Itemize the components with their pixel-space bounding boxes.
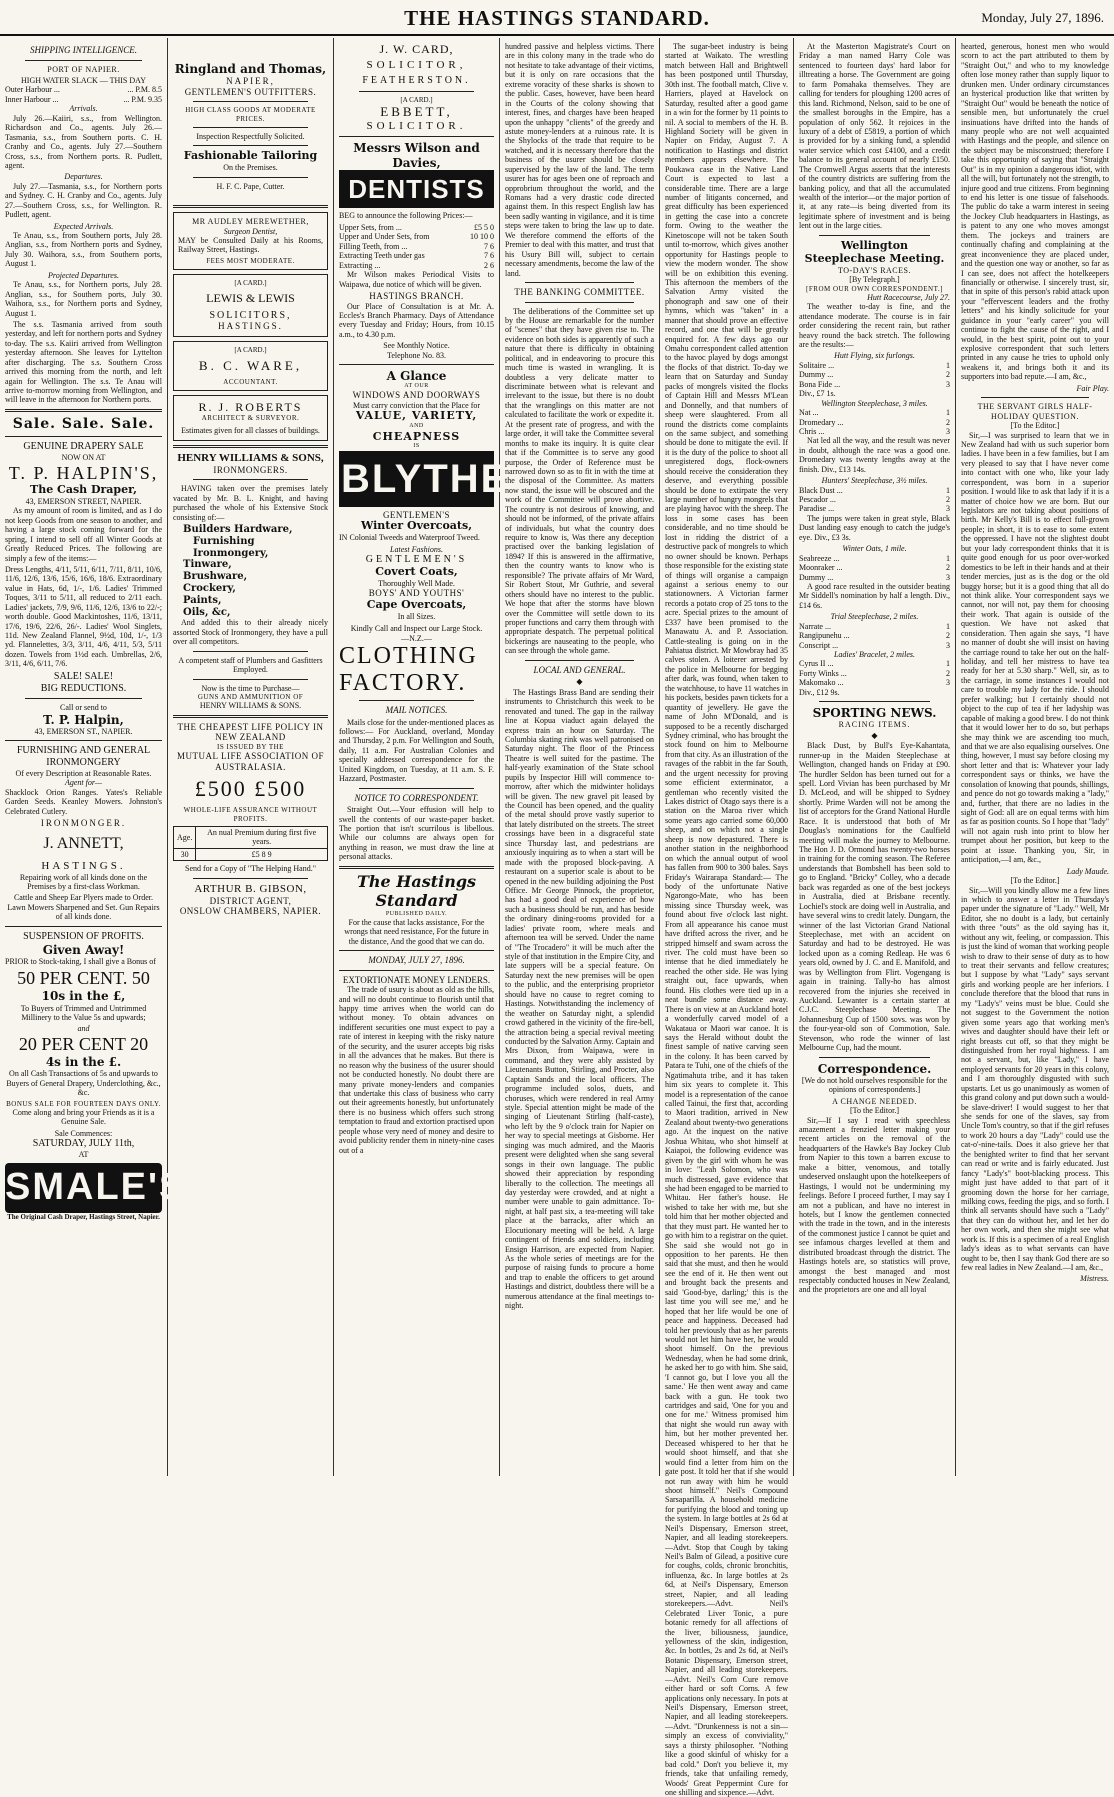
column-7 bbox=[956, 38, 1114, 1476]
ebbett-solicitor: SOLICITOR. bbox=[366, 119, 467, 132]
race-result: Narrate ... 1 bbox=[799, 621, 950, 631]
race-heading: Trial Steeplechase, 2 miles. bbox=[830, 612, 919, 622]
commences: Sale Commences: bbox=[54, 1128, 113, 1138]
ware-title: ACCOUNTANT. bbox=[223, 377, 278, 386]
mutual-life: MUTUAL LIFE ASSOCIATION OF AUSTRALASIA. bbox=[177, 751, 324, 772]
come-along: Come along and bring your Friends as it is a Genuine Sale. bbox=[12, 1107, 155, 1127]
audley-text: MAY be Consulted Daily at his Rooms, Railway Street, Hastings. bbox=[178, 236, 323, 255]
boys-youths: BOYS' AND YOUTHS' bbox=[368, 588, 465, 599]
lewis-solicitors: SOLICITORS, bbox=[209, 309, 292, 321]
goods-item: Crockery, bbox=[183, 582, 236, 594]
halpin-name-2: T. P. Halpin, bbox=[43, 712, 124, 727]
servant-heading: THE SERVANT GIRLS HALF-HOLIDAY QUESTION. bbox=[977, 402, 1093, 421]
race-result: Black Dust ... 1 bbox=[799, 485, 950, 495]
henry-name-2: HENRY WILLIAMS & SONS. bbox=[199, 701, 302, 711]
extortion-text: The trade of usury is about as old as the hills, and will no doubt continue to flourish until that happy time arrives when the world can do without money. To obtain advances on indifferent securities one must expect to pay a rate of interest in keeping with the risky nature of the security, and the usurer accepts big risks in all the advances that he makes. But there is no reason why the business of the usurer should not be conducted honestly. No doubt there are many private money-lenders and companies that undertake this class of business who carry out their agreements honestly, but unfortunately there is no business which offers such strong temptation to fraud and extortion practised upon people whose very need of money and desire to avoid publicity render them in ninety-nine cases out of a bbox=[339, 985, 494, 1155]
audley-fees: FEES MOST MODERATE. bbox=[206, 256, 295, 265]
ware-card bbox=[173, 341, 328, 391]
suspension-heading: SUSPENSION OF PROFITS. bbox=[23, 930, 144, 942]
goods-item: Paints, bbox=[183, 594, 222, 606]
smales-logo: SMALE'S bbox=[5, 1163, 162, 1213]
beg-text: BEG to announce the following Prices:— bbox=[339, 211, 473, 221]
district-agent: DISTRICT AGENT, bbox=[209, 895, 292, 906]
ten-in-pound: 10s in the £, bbox=[41, 989, 126, 1004]
guns-ammo: GUNS AND AMMUNITION OF bbox=[197, 692, 304, 701]
table-header: Age. bbox=[174, 826, 196, 848]
henry-text: HAVING taken over the premises lately vacated by Mr. B. L. Knight, and having purchased the whole of his Extensive Stock consisting of:— bbox=[173, 484, 328, 522]
price-row: Upper Sets, from ... £5 5 0 bbox=[339, 222, 494, 232]
race-result: Paradise ... 3 bbox=[799, 504, 950, 514]
mistress-letter: Sir,—Will you kindly allow me a few lines in which to answer a letter in Thursday's paper under the signature of "Lady." Well, Mr Editor, she no doubt is a lady, but certainly with three "outs" as the old saying has it, without any wit, feeling, or compassion. This is just the kind of woman that working people wish to draw to their sense of duty as to how to treat their servants and fellow creatures; but I suppose by what "Lady" says servant girls and working people are her inferiors. I conclude therefore that the blood that runs in my "Lady's" veins must be blue. Could she not suggest to the Government the notion given some years ago that working men's wives and daughter should have their left or right breasts cut off, so that they might be distinguished from her royal highness. I am not a servant, but, like "Lady," I have employed servants for 20 years in this colony, and I am thoroughly disgusted with such upstarts. Let us go unanimously as women of this grand colony and put down such a would-be slave-driver! I would suggest to her that she sends for one of the slaves, say from Uncle Tom's country, so that if the girl refuses to work 20 hours a day "Lady" could use the cat-o'-nine-tails. Does it also grieve her that the benighted writer to find that her servant can read or write and is fairly educated. Just fancy "Lady's" boot-blacking process. This might just have added to that part of it grooming down the horse for her carriage, milking cows, feeding the pigs, and so forth. I think all servants should have such a "Lady" that they can do without her, and let her do her own work, and then she might see what work is. If this is a specimen of a real English lady's ideas as to what servants can have ought to be, then I say thank God there are so few real ladies in New Zealand.—I am, &c., bbox=[961, 885, 1109, 1272]
onslow-chambers: ONSLOW CHAMBERS, NAPIER. bbox=[179, 906, 322, 917]
race-heading: Winter Oats, 1 mile. bbox=[842, 544, 907, 554]
price-row: Extracting ... 2 6 bbox=[339, 260, 494, 270]
genuine-sale: GENUINE DRAPERY SALE bbox=[23, 441, 144, 453]
monthly-notice: See Monthly Notice. bbox=[383, 341, 450, 351]
todays-races: TO-DAY'S RACES. bbox=[838, 265, 911, 275]
agent-for: Agent for— bbox=[64, 778, 103, 788]
race-result: Nat ... 1 bbox=[799, 408, 950, 418]
henry-plumbers: A competent staff of Plumbers and Gasfitters Employed. bbox=[178, 655, 323, 675]
local-heading: LOCAL AND GENERAL. bbox=[533, 664, 626, 675]
thoroughly: Thoroughly Well Made. bbox=[378, 578, 455, 588]
race-report: A good race resulted in the outsider beating Mr Siddell's nomination by half a length. Div., £14 6s. bbox=[799, 581, 950, 610]
issue-date: Monday, July 27, 1896. bbox=[981, 10, 1104, 25]
telephone: Telephone No. 83. bbox=[387, 350, 446, 360]
henry-ironmongers: IRONMONGERS. bbox=[213, 464, 288, 475]
annett-name: J. ANNETT, bbox=[43, 834, 124, 852]
call-send: Call or send to bbox=[60, 703, 107, 713]
kindly-call: Kindly Call and Inspect our Large Stock. bbox=[350, 624, 483, 634]
masthead bbox=[0, 0, 1114, 36]
nz-label: —N.Z.— bbox=[401, 633, 432, 643]
covert-coats: Covert Coats, bbox=[375, 564, 458, 578]
race-result: Seabreeze ... 1 bbox=[799, 553, 950, 563]
not-responsible: [We do not hold ourselves responsible for the opinions of correspondents.] bbox=[801, 1075, 948, 1095]
column-5 bbox=[660, 38, 794, 1797]
clothing-factory: CLOTHING FACTORY. bbox=[339, 643, 478, 696]
consultation: Our Place of Consultation is at Mr. A. Eccles's Branch Pharmacy. Days of Attendance every Tuesday and Friday; Hours, from 10.15 a.m., to 4.30 p.m. bbox=[339, 301, 494, 339]
ware-name: B. C. WARE, bbox=[198, 358, 303, 374]
port-heading: PORT OF NAPIER. bbox=[47, 64, 120, 74]
four-text: On all Cash Transactions of 5s and upwards to Buyers of General Drapery, Underclothing, &c., &c. bbox=[6, 1069, 161, 1098]
ten-text: To Buyers of Trimmed and Untrimmed Millinery to the Value 5s and upwards; bbox=[20, 1003, 147, 1023]
lewis-hastings: HASTINGS. bbox=[218, 321, 283, 332]
cape-overcoats: Cape Overcoats, bbox=[366, 597, 467, 611]
conviction: Must carry conviction that the Place for bbox=[352, 401, 481, 411]
table-header: An nual Premium during first five years. bbox=[196, 826, 328, 848]
table-cell: £5 8 9 bbox=[196, 848, 328, 860]
column-2 bbox=[168, 38, 334, 1476]
race-result: Forty Winks ... 2 bbox=[799, 668, 950, 678]
wilson-davies: Messrs Wilson and Davies, bbox=[353, 141, 480, 170]
banking-text: The deliberations of the Committee set up by the House are remarkable for the number of "scenes" that they have given rise to. The evidence on both sides is apparently of such a nature that there is difficulty in obtaining political, and in endeavoring to procure this much time is wasted in wrangling. It is doubtless a very delicate matter to discriminate between what is relevant and irrelevant to the issue, but there is no doubt that the wranglings on this matter are not calculated to facilitate the work or expedite it. At the present rate of progress, and with the large order, it will take the Committee several months to make its inquiry. It is quite clear that if the Committee is to serve any good purpose, the Order of Reference must be narrowed down so as to fit in with the time at the disposal of the Committee. As matters now stand, the issue will be obscured and the work of the Committee will prove abortive. The country is not desirous of knowing, and should not be informed, of the private affairs of individuals, but what the country does require to know is, Was there any deception practised over the banking legislation of 1894? If this is answered in the affirmative, then the country wants to know who is responsible? The private affairs of Mr Ward, Sir Robert Stout, Mr Guthrie, and several others should have no interest to the public. We hope that after the storms have blown over the Committee will settle down to its proper functions and carry them through with appropriate despatch. The perpetual political bickerings are nauseating to the people, who can see through the whole game. bbox=[505, 306, 654, 656]
premium-table bbox=[173, 826, 328, 861]
race-result: Dummy ... 3 bbox=[799, 572, 950, 582]
goods-item: Furnishing Ironmongery, bbox=[193, 535, 269, 559]
dentists-banner: DENTISTS bbox=[339, 170, 494, 209]
cattle-plyers: Cattle and Sheep Ear Plyers made to Order. Lawn Mowers Sharpened and Set. Gun Repairs of all kinds done. bbox=[7, 893, 160, 922]
four-in-pound: 4s in the £. bbox=[45, 1055, 122, 1070]
gentlemens-2: GENTLEMEN'S bbox=[365, 554, 468, 566]
motto: For the cause that lacks assistance, For the wrongs that need resistance, For the future in the distance, And the good that we can do. bbox=[344, 917, 489, 946]
race-result: Dummy ... 2 bbox=[799, 370, 950, 380]
local-text: The Hastings Brass Band are sending their instruments to Christchurch this week to be renovated and tuned. The gap in the railway line at Kopua viaduct again delayed the express train an hour on Saturday. The Columbia skating rink was well patronised on Saturday night. The floor of the Princess Theatre is well suited for the pastime. The half-yearly examination of the State school pupils by Inspector Hill will commence to-morrow, after which the midwinter holidays will be given. The new gravel pit leased by the Council has been opened, and the quality of the metal should prove vastly superior to that lately distributed on the streets. The street crossings have been in a disgraceful state since Thursday last, and pedestrians are anxiously inquiring as to when a start will be made with the proposed block-paving. A restaurant on a superior scale is about to be opened in the new building adjoining the Post Office. Mr George Pinnock, the proprietor, has had a good deal of experience of how such a business should be run, and has beside the ordinary dining-rooms provided for a ladies' private room, where meals and afternoon tea will be served. Under the name of "The Trocadero" it will be much after the style of that institution in the Empire City, and late suppers will be a special feature. On Saturday next the new premises will be open to the public, and the enterprising proprietor should have no cause to regret coming to Hastings. Notwithstanding the inclemency of the weather on Saturday night, a splendid crowd gathered in the vicinity of the fire-bell, the attraction being a special revival meeting conducted by the Salvation Army. Captain and Mrs Dixon, from Waipawa, were in command, and they were ably assisted by Lieutenants Button, Stirling, and Procter, also Captain Sands and the local officers. The programme included solos, duets, and choruses, which were rendered in real Army style. Special attention might be made of the singing of Lieutenant Stirling (half-caste), who left by the 9 o'clock train for Napier on her way to special meetings at Gisborne. Her singing was much admired, and the Maoris present were delighted when she sang several songs in their own language. The public showed their appreciation by responding liberally to the collection. The meetings all day yesterday were crowded, and at night a number were unable to gain admittance. To-night, at half past six, a tea-meeting will take place at the barracks, after which an Elocutionary meeting will be held. A large contingent of friends and soldiers, including Ensign Harrison, are expected from Napier. As the whole series of meetings are for the purpose of raising funds to procure a home and trap to enable the officers to get around Hastings and district, doubtless there will be a numerous attendance at the final meetings to-night. bbox=[505, 687, 655, 1311]
bonus-sale: BONUS SALE FOR FOURTEEN DAYS ONLY. bbox=[6, 1099, 161, 1108]
by-telegraph: [By Telegraph.] bbox=[849, 275, 900, 285]
race-report: Nat led all the way, and the result was never in doubt, although the race was a good one. Dromedary was twenty lengths away at the finish. Div., £13 14s. bbox=[799, 436, 950, 474]
fifty-percent: 50 PER CENT. 50 bbox=[17, 968, 150, 989]
date-line: MONDAY, JULY 27, 1896. bbox=[368, 954, 465, 965]
goods-item: Brushware, bbox=[183, 571, 248, 583]
at-our: AT OUR bbox=[404, 383, 429, 390]
price-row: Filling Teeth, from ... 7 6 bbox=[339, 241, 494, 251]
blythes-banner: BLYTHES bbox=[339, 451, 494, 507]
race-result: Bona Fide ... 3 bbox=[799, 379, 950, 389]
arrivals-text: July 26.—Kaiiri, s.s., from Wellington. Richardson and Co., agents. July 26.—Tasmania, s.s., from Southern ports. C. H. Cranby and Co., agents. July 27.—Southern Cross, s.s., from Northern ports. R. Pudlett, agent. bbox=[5, 113, 162, 170]
price-row: Upper and Under Sets, from 10 10 0 bbox=[339, 232, 494, 242]
standard-logo: The Hastings Standard bbox=[356, 871, 477, 910]
race-result: Solitaire ... 1 bbox=[799, 360, 950, 370]
glance: A Glance bbox=[386, 369, 447, 384]
halpin-address: 43, EMERSON STREET, NAPIER. bbox=[25, 496, 142, 506]
value-variety: VALUE, VARIETY, bbox=[355, 409, 478, 423]
shipping-heading: SHIPPING INTELLIGENCE. bbox=[29, 45, 137, 55]
lewis-card bbox=[173, 274, 328, 337]
ringland-name: Ringland and Thomas, bbox=[174, 62, 327, 76]
roberts-title: ARCHITECT & SURVEYOR. bbox=[201, 413, 300, 422]
audley-title: Surgeon Dentist, bbox=[223, 226, 278, 236]
signature: Lady Maude. bbox=[1066, 866, 1109, 876]
lewis-name: LEWIS & LEWIS bbox=[206, 291, 295, 306]
ironmonger-label: IRONMONGER. bbox=[40, 818, 127, 829]
notice-text: Straight Out.—Your effusion will help to swell the contents of our waste-paper basket. The portion that isn't scurrilous is libellous. While our columns are always open for anything in reason, we must draw the line at personal attacks. bbox=[339, 805, 494, 862]
repairing: Repairing work of all kinds done on the Premises by a first-class Workman. bbox=[19, 872, 148, 892]
tide-row: Inner Harbour ... ... P.M. 9.35 bbox=[5, 94, 162, 104]
mail-text: Mails close for the under-mentioned places as follows:— For Auckland, overland, Monday and Thursday, 2 p.m. For Wellington and South, daily, 11 a.m. For Australian Colonies and specially addressed correspondence for the United Kingdom, on Tuesday, at 11 a.m. S. F. Hazzard, Postmaster. bbox=[339, 717, 494, 784]
letter-text-cont: hearted, generous, honest men who would scorn to act the part attributed to them by "Straight Out," and who to my knowledge often lose money rather than supply liquor to drunken men. Under ordinary circumstances an hysterical production like that written by "Straight Out" would be beneath the notice of sensible men, but unfortunately the cruel insinuations have drifted into the hands of many people who are not well acquainted with Hastings and the people, and silence on the subject may be misconstrued; therefore I take this opportunity of saying that "Straight Out" is in my opinion a dangerous idiot, with all the will, but fortunately not the strength, to injure good and true citizens. From beginning to end his letter is one tissue of falsehoods. The public do take a warm interest in seeing the Jockey Club headquarters in Hastings, as is patent to any one who moves amongst them. The jockeys and trainers are continually chafing and complaining at the great inconvenience they are placed under, and the question one way or another, so far as I can see, does not affect the hotelkeepers financially or otherwise. I sincerely trust, sir, that in spite of this person's rabid attack upon your "effervescent leaders and the frothy letters" and his kindly solicitude for your guidance in your "early career" you will continue to fight the cause of the right, and I would, in the best spirit, point out to your explosive correspondent that such letters printed in any cause he tries to uphold only weakens it, and brings both it and its supporters into bad repute.—I am, &c., bbox=[961, 42, 1109, 382]
card-name: J. W. CARD, bbox=[379, 42, 454, 56]
agencies: Shacklock Orion Ranges. Yates's Reliable Garden Seeds. Keanley Mowers. Johnston's Celebrated Cutlery. bbox=[5, 787, 162, 816]
all-sizes: In all Sizes. bbox=[397, 611, 436, 621]
race-result: Makomako ... 3 bbox=[799, 678, 950, 688]
column-3 bbox=[334, 38, 539, 1476]
signature: Fair Play. bbox=[1076, 383, 1109, 393]
inspection: Inspection Respectfully Solicited. bbox=[196, 131, 305, 141]
latest-fashions: Latest Fashions. bbox=[390, 544, 443, 554]
henry-name: HENRY WILLIAMS & SONS, bbox=[177, 451, 324, 464]
projected-heading: Projected Departures. bbox=[48, 270, 119, 280]
wilson-text: Mr Wilson makes Periodical Visits to Waipawa, due notice of which will be given. bbox=[339, 270, 494, 289]
news-items: At the Masterton Magistrate's Court on Friday a man named Harry Cole was sentenced to fourteen days' hard labor for illtreating a horse. The Government are going to farm Pomahaka themselves. They are calling for tenders for ploughing 1200 acres of this land. Richmond, Nelson, said to be one of the smallest boroughs in the Empire, has a population of only 562. It rejoices in the luxury of a debt of £5819, a portion of which is provided for by a sinking fund, a splendid water service which cost £4100, and a credit balance to its general account of nearly £150. The Cromwell Argus asserts that the interests of the country districts are suffering from the banking policy, and that all the accumulated wealth of the interior—or the major portion of it, at any rate—is being diverted from its legitimate sphere of investment and is being lent out in the large cities. bbox=[799, 42, 950, 231]
race-result: Conscript ... 3 bbox=[799, 640, 950, 650]
race-dividend: Div., £12 9s. bbox=[799, 687, 840, 697]
shipping-notes: The s.s. Tasmania arrived from south yesterday, and left for northern ports and Sydney to-day. The s.s. Kaiiri arrived from Wellington yesterday afternoon. She leaves for Lyttelton after discharging. The s.s. Southern Cross arrived this morning from the north, and left again for Wellington. The s.s. Te Anau will arrive to-morrow morning from Wellington, and will leave in the afternoon for Northern ports. bbox=[5, 319, 162, 405]
sporting-heading: SPORTING NEWS. bbox=[812, 706, 937, 721]
sale-banner: Sale. Sale. Sale. bbox=[12, 415, 155, 432]
published-daily: PUBLISHED DAILY. bbox=[385, 910, 448, 917]
steeplechase-heading: Wellington Steeplechase Meeting. bbox=[804, 238, 945, 265]
saturday: SATURDAY, JULY 11th, bbox=[32, 1138, 135, 1150]
colonial-tweeds: IN Colonial Tweeds and Waterproof Tweed. bbox=[339, 533, 480, 543]
high-class: HIGH CLASS GOODS AT MODERATE PRICES. bbox=[185, 106, 316, 123]
featherston: FEATHERSTON. bbox=[362, 75, 471, 87]
local-text-cont: The sugar-beet industry is being started at Waikato. The wrestling match between Hall and Brightwell has been postponed until Thursday, 30th inst. The football match, Clive v. Harriers, played at Havelock on Saturday, resulted after a good game in a win for the former by 11 points to nil. A social to members of the H. B. Highland Society will be given in Napier on Friday, August 7. A notification to Hastings and district members appears elsewhere. The Poukawa case in the Native Land Court is expected to last a considerable time. There are a large number of litigants concerned, and great difficulty has been experienced in getting the case into a concrete form. Owing to the weather the Kinetoscope will not be taken South until to-morrow, which gives another opportunity for Hastings people to view the modern wonder. The show will be on exhibition this evening. This afternoon the members of the Salvation Army visited the phonograph and saw one of their hymns, which was "taken" in a manner that should prove an effective record, and one that will be greatly enquired for. A few days ago our Omahu correspondent called attention to the havoc played by dogs amongst the flocks of that district. To-day we learn that on Saturday and Sunday packs of mongrels visited the flocks of Captain Hill and Messrs M'Lean and Donnelly, and that numbers of sheep were slaughtered. From all round the districts come complaints on the same subject, and something should be done to mitigate the evil. If it is the duty of the police to shoot all unregistered dogs, flock-owners should receive the consideration they deserve, and everything possible should be done to extirpate the very large number of hungry mongrels that are playing havoc with the sheep. The loss in some cases has been considerable, and no time should be lost in ridding the district of a destructive pack of mongrels to which no owner should be known. Perhaps those responsible for the existing state of things will organise a campaign against a serious enemy to our stationowners. A Victorian farmer records a potato crop of 25 tons to the acre. Special prizes to the amount of £337 have been promised to the Manawatu A. and P. Association. Cattle-stealing is going on in the Pahiatua district. Mr Mowbray had 35 calves stolen. A loiterer arrested by the police in Melbourne for begging after dark, was found, when taken to the watchhouse, to have 11 watches in his pockets, besides pawn tickets for a quantity of jewellery. He gave the name of John M'Donald, and is supposed to be a recently discharged Sydney criminal, who has brought the stock found on him to Melbourne from that city. As an illustration of the ravages of the rabbit in the far South, and the urgent necessity for proving some efficient exterminator, a gentleman who recently visited the Lakes district of Otago says there is a station on the Maroa river which some years ago carried some 60,000 sheep, and on which not a single sheep is now depastured. There is another station in the neighborhood on which the annual output of wool has fallen from 900 to 300 bales. Says Friday's Wairarapa Standard:— The body of the unfortunate Native Ngarongo-Mate, who has been missing since Thursday week, was found about five o'clock last night. From all appearance his canoe must have drifted across the river, and he stripped himself and swam across the river. The cold must have been so intense that he died immediately he reached the other side. He was lying straight out, face upwards, when found. His clothes were tied up in a neat bundle some distance away. There is on view at an Auckland hotel a wonderfully carved model of a Wakataua or Maori war canoe. It is says the Herald without doubt the finest sample of native carving seen in the colony. It has been carved by Patara te Tuhi, one of the chiefs of the Ngatimahuta tribe, and it has taken him six years to complete it. This model is a representation of the canoe called Tainui, the first that, according to Maori tradition, arrived in New Zealand about twenty-two generations ago. At the inquest on the native Joshua Whitau, who shot himself at Kaiapoi, the following evidence was given by the girl with whom he was in love: "Leah Solomon, who was much distressed, gave evidence that she had been engaged to be married to Whitau. Her father's house. He wished to take her with me, but she told him that her mother objected and that they must part. He wanted her to go with him to a registrar on the quiet. She said she would not go in opposition to her parents. He then said that she must, and then he would see the end of it. He then went out and brought back the presents and said 'Good-bye, darling;' this is the last time you will see me,' and he hoped that her life would be one of peace and happiness. Deceased had told her previously that as her parents would not let him have her, he would shoot himself. On the previous Wednesday, when he had some drink, he asked her to go with him. She said, 'I cannot go, but I love you all the same.' He then went away and came back with a gun. He took two cartridges and said, 'One for you and one for me.' Witness promised him that night she would run away with him, but her mother prevented her. Deceased whispered to her that he would shoot himself, and that she would find a letter from him on the gate post. It told her that if she would not run away with him he would shoot himself." Neil's Compound Sarsaparilla. A household medicine for purifying the blood and toning up the system. In large bottles at 2s 6d at Neil's Dispensary, Emerson street, Napier, and all leading storekeepers.—Advt. Stop that Cough by taking Neil's Balm of Gilead, a positive cure for coughs, colds, chronic bronchitis, influenza, &c. In large bottles at 2s 6d, at Neil's Dispensary, Emerson street, Napier, and all leading storekeepers.—Advt. Neil's Celebrated Liver Tonic, a pure botanic remedy for all affections of the liver, biliousness, jaundice, yellowness of the skin, indigestion, &c. In bottles, 2s and 2s 6d, at Neil's Botanic Dispensary, Emerson street, Napier, and all leading storekeepers.—Advt. Neil's Corn Cure remove either hard or soft Corns. A few applications only necessary. In pots at Neil's Dispensary, Emerson street, Napier, and all leading storekeepers.—Advt. "Drunkenness is not a sin—simply an excess of conviviality," says a thirsty philosopher. "Nothing like a good skinful of whisky for a bad cold." Don't you believe it, my friends, take that unfailing remedy, Woods' Great Peppermint Cure for one shilling and sixpence.—Advt. bbox=[665, 42, 788, 1797]
servant-letter: Sir,—I was surprised to learn that we in New Zealand had with us such superior born ladies. I have been in a few families, but I am very pleased to say that I have never come into contact with one who, like your lady correspondent, was born in a superior position. I would like to ask that lady if it is a matter of choice how we are born. But our legislators are not taking about positions of birth. Mr Kelly's Bill is to effect full-grown people; in short, it is to ease to some extent the oppressed. I have not the slightest doubt but your lady correspondent thinks that it is quite good enough for us poor over-worked domestics to be left in their hands and at their tender mercies, just as is the dog or the old buggy horse; but it is a good thing that all do not think alike. Your correspondent says we cannot, nor will not, pay them for choosing their work. That again is outside of the question. We have not asked that consideration. Then again she says, "I have no manner of doubt she will insist on having the carriage round to take her out on the half-holiday, and tell her mistress to have tea ready for her at 5.30 sharp." Well, sir, as to the carriage, in some instances I would not care to trouble my lady for the ride. I should prefer walking; but I certainly should not object to the cup of tea if her ladyship was capable of making a good brew. I do not think that it would lower her to do so, but perhaps she may think we are ascending too much, and that we are also equalising ourselves. One thing, however, I must say before closing my short letter and that is: Whatever your lady correspondent says or thinks, we have the consolation of knowing that pounds, shillings, and pence do not go towards making a "lady," and, further, that there are no ladies in the sight of God: all are on equal terms with him as far as position counts. So I hope that "lady" will not again rush into print to blow her trumpet about her position, but keep to the point at issue. Thanking you, Sir, in anticipation,—I am, &c., bbox=[961, 430, 1109, 865]
at-label: AT bbox=[78, 1149, 89, 1159]
cheapest-policy: THE CHEAPEST LIFE POLICY IN NEW ZEALAND bbox=[177, 721, 324, 743]
roberts-estimates: Estimates given for all classes of buildings. bbox=[181, 426, 320, 436]
twenty-percent: 20 PER CENT 20 bbox=[18, 1033, 149, 1054]
send-copy: Send for a Copy of "The Helping Hand." bbox=[185, 864, 316, 874]
newspaper-title: THE HASTINGS STANDARD. bbox=[404, 6, 710, 30]
to-editor: [To the Editor.] bbox=[1010, 421, 1060, 431]
price-row: Extracting Teeth under gas 7 6 bbox=[339, 251, 494, 261]
goods-item: Tinware, bbox=[183, 559, 232, 571]
pape-cutter: H. F. C. Pape, Cutter. bbox=[216, 181, 285, 191]
column-6: At the Masterton Magistrate's Court on Friday a man named Harry Cole was sentenced to fourteen days' hard labor for illtreating a horse. The Government are going to farm Pomahaka themselves. They are calling for tenders for ploughing 1200 acres of this land. Richmond, Nelson, said to be one of the smallest boroughs in the Empire, has a population of only 562. It rejoices in the luxury of a debt of £5819, a portion of which is provided for by a sinking fund, a splendid water service which cost £4100, and a credit balance to its general account of nearly £150. The Cromwell Argus asserts that the interests of the country districts are suffering from the banking policy, and that all the accumulated wealth of the interior—or the major portion of it, at any rate—is being diverted from its legitimate sphere of investment and is being lent out in the large cities. Wellington Steeplechase Meeting. TO-DAY'S RACES. [By Telegraph.] [FROM OUR OWN CORRESPONDENT.] Hutt Racecourse, July 27. The weather to-day is fine, and the attendance moderate. The course is in fair order considering the recent rain, but rather heavy round the back stretch. The following are the results:— Hutt Flying, six furlongs. Solitaire ... 1 Dummy ... 2 Bona Fide ... 3 Div., £7 1s. Wellington Steeplechase, 3 miles. Nat ... 1 Dromedary ... 2 Chris ... 3 Nat led all the way, and the result was never in doubt, although the race was a good one. Dromedary was twenty lengths away at the finish. Div., £13 14s. Hunters' Steeplechase, 3½ miles. Black Dust ... 1 Pescador ... 2 Paradise ... 3 The jumps were taken in great style, Black Dust landing easy enough to catch the judge's eye. Div., £3 3s. Winter Oats, 1 mile. Seabreeze ... 1 Moonraker ... 2 Dummy ... 3 A good race resulted in the outsider beating Mr Siddell's nomination by half a length. Div., £14 6s. Trial Steeplechase, 2 miles. Narrate ... 1 Rangipunehu ... 2 Conscript ... 3 Ladies' Bracelet, 2 miles. Cyrus II ... 1 Forty Winks ... 2 Makomako ... 3 Div., £12 9s. SPORTING NEWS. RACING ITEMS. ◆ Black Dust, by Bull's Eye-Kahantata, runner-up in the Maiden Steeplechase at Wellington, changed hands on Friday at £90. The hurdler Seldon has been turned out for a spell. Lord Vivian has been purchased by Mr D. McLeod, and will be shipped to Sydney shortly. Prime Warden will not be among the list of acceptors for the Grand National Hurdle Race. It is understood that both of Mr Douglas's nominations for the Caulfield meeting will make the journey to Melbourne. The Hon J. D. Ormond has twenty-two horses in training for the coming season. The Referee understands that Bombshell has been sold to go to England. "Bricky" Colley, who a decade back was regarded as one of the best jockeys in Australia, died at Brisbane recently. Lochiel's stock are doing well in Australia, and have several wins to credit lately. Dungarn, the winner of the last Victorian Grand National Steeplechase, met with an accident on Saturday and had to be destroyed. He was locked upon as a coming Redleap. He was 6 years old, owned by J. C. and E. Manifold, and was by Wellington from Flirt. Vogengang is again in training. Tally-ho has almost recovered from the injuries she received in Auckland. Lewanter is a certain starter at C.J.C. Steeplechase Meeting. The Johannesburg Cup of 1500 sovs. was won by the four-year-old son of Commotion, Sale. Stevenson, who rode the winner of last Melbourne Cup, had the mount. Correspondence. [We do not hold ourselves responsible for the opinions of correspondents.] A CHANGE NEEDED. [To the Editor.] Sir,—If I say I read with speechless amazement a frenzied letter making your recent articles on the removal of the headquarters of the Hawke's Bay Jockey Club from Napier to this town a barren excuse to make a bitter, venomous, and totally undeserved onslaught upon the hotelkeepers of Hastings, I would not be undermining my feelings. Before I proceed further, I may say I am not a publican, and have no interest in hotels, but I know the gentlemen connected with the trade in the town, and in the interests of the commonest justice I cannot be quiet and see infamous charges levelled at them and distributed broadcast through the district. The Hastings hotels are, so statistics will prove, amongst the best managed and most respectably conducted houses in New Zealand, and the proprietors are one and all loyal bbox=[794, 38, 956, 1476]
race-heading: Hutt Flying, six furlongs. bbox=[834, 351, 915, 361]
race-heading: Hunters' Steeplechase, 3½ miles. bbox=[821, 476, 928, 486]
letter-text: Sir,—If I say I read with speechless amazement a frenzied letter making your recent articles on the removal of the headquarters of the Hawke's Bay Jockey Club from Napier to this town a barren excuse to make a bitter, venomous, and totally undeserved onslaught upon the hotelkeepers of Hastings, I would not be undermining my feelings. Before I proceed further, I may say I am not a publican, and have no interest in hotels, but I know the gentlemen connected with the trade in the town, and in the interests of the commonest justice I cannot be quiet and see infamous charges levelled at them and distributed broadcast through the district. The Hastings hotels are, so statistics will prove, amongst the best managed and most respectably conducted houses in New Zealand, and the proprietors are one and all loyal bbox=[799, 1115, 950, 1295]
now-on: NOW ON AT bbox=[61, 453, 106, 463]
issued-by: IS ISSUED BY THE bbox=[217, 742, 284, 751]
race-result: Pescador ... 2 bbox=[799, 495, 950, 504]
card-label: [A CARD.] bbox=[234, 279, 267, 288]
and-label: AND bbox=[409, 423, 424, 430]
given-away: Given Away! bbox=[42, 942, 125, 957]
extortion-heading: EXTORTIONATE MONEY LENDERS. bbox=[342, 974, 491, 985]
on-premises: On the Premises. bbox=[223, 163, 278, 173]
gibson-name: ARTHUR B. GIBSON, bbox=[194, 882, 307, 895]
change-needed: A CHANGE NEEDED. bbox=[832, 1096, 917, 1106]
expected-text: Te Anau, s.s., from Southern ports, July 28. Anglian, s.s., from Northern ports and Sydney, July 30. Waihora, s.s., from Southern ports, August 1. bbox=[5, 231, 162, 269]
tailoring: Fashionable Tailoring bbox=[183, 149, 318, 163]
projected-text: Te Anau, s.s., for Northern ports, July 28. Anglian, s.s., for Southern ports, July 30. Waihora, s.s., for Northern ports and Sydney, August 1. bbox=[5, 280, 162, 318]
prior-text: PRIOR to Stock-taking, I shall give a Bonus of bbox=[5, 956, 156, 966]
column-4: hundred passive and helpless victims. There are in this colony many in the trade who do not hesitate to take advantage of their victims, but it is only on rare occasions that the extreme voracity of these sharks is shown to the public. Cases, however, have been heard in the Courts of the colony showing that interest, fines, and charges have been heaped upon the unhappy "clients" of the greedy and astute money-lenders at a ruinous rate. It is the Shylocks of the trade that require to be watched, and it is necessary therefore that the business of the usurer should be closely supervised by the law of the land. The term usurer has for ages been one of reproach and opprobrium throughout the world, and the Romans had a very drastic code directed against them. In this respect English law has been sadly wanting in vigilance, and it is time steps were taken to bring the law up to date. We therefore commend the efforts of the Premier to deal with this matter, and trust that his Usury Bill will, subject to certain necessary amendments, become the law of the land. THE BANKING COMMITTEE. The deliberations of the Committee set up by the House are remarkable for the number of "scenes" that they have given rise to. The evidence on both sides is apparently of such a nature that there is difficulty in obtaining political, and in endeavoring to procure this much time is wasted in wrangling. It is doubtless a very delicate matter to discriminate between what is relevant and irrelevant to the issue, but there is no doubt that the wranglings on this matter are not calculated to facilitate the work or expedite it. At the present rate of progress, and with the large order, it will take the Committee several months to make its inquiry. It is quite clear that if the Committee is to serve any good purpose, the Order of Reference must be narrowed down so as to fit in with the time at the disposal of the Committee. As matters now stand, the issue will be obscured and the work of the Committee will prove abortive. The country is not desirous of knowing, and should not be informed, of the private affairs of individuals, but what the country does require to know is, Was there any deception practised over the banking legislation of 1894? If this is answered in the affirmative, then the country wants to know who is responsible? The private affairs of Mr Ward, Sir Robert Stout, Mr Guthrie, and several others should have no interest to the public. We hope that after the storms have blown over the Committee will settle down to its proper functions and carry them through with appropriate despatch. The perpetual political bickerings are nauseating to the people, who can see through the whole game. LOCAL AND GENERAL. ◆ The Hastings Brass Band are sending their instruments to Christchurch this week to be renovated and tuned. The gap in the railway line at Kopua viaduct again delayed the express train an hour on Saturday. The Columbia skating rink was well patronised on Saturday night. The floor of the Princess Theatre is well suited for the pastime. The half-yearly examination of the State school pupils by Inspector Hill will commence to-morrow, after which the midwinter holidays will be given. The new gravel pit leased by the Council has been opened, and the quality of the metal should prove vastly superior to that lately distributed on the streets. The street crossings have been in a disgraceful state since Thursday last, and pedestrians are anxiously inquiring as to when a start will be made with the proposed block-paving. A restaurant on a superior scale is about to be opened in the new building adjoining the Post Office. Mr George Pinnock, the proprietor, has had a good deal of experience of how such a business should be run, and has beside the ordinary dining-rooms provided for a ladies' private room, where meals and afternoon tea will be served. Under the name of "The Trocadero" it will be much after the style of that institution in the Empire City, and late suppers will be a special feature. On Saturday next the new premises will be open to the public, and the enterprising proprietor should have no cause to regret coming to Hastings. Notwithstanding the inclemency of the weather on Saturday night, a splendid crowd gathered in the vicinity of the fire-bell, the attraction being a special revival meeting conducted by the Salvation Army. Captain and Mrs Dixon, from Waipawa, were in command, and they were ably assisted by Lieutenants Button, Stirling, and Procter, also Captain Sands and the local officers. The programme included solos, duets, and choruses, which were rendered in real Army style. Special attention might be made of the singing of Lieutenant Stirling (half-caste), who left by the 9 o'clock train for Napier on her way to special meetings at Gisborne. Her singing was much admired, and the Maoris present were delighted when she sang several songs in their own language. The public showed their appreciation by responding liberally to the collection. The meetings all day yesterday were crowded, and at night a number were unable to gain admittance. To-night, at half past six, a tea-meeting will take place at the barracks, after which an Elocutionary meeting will be held. A large contingent of friends and soldiers, including Ensign Harrison, are expected from Napier. As the whole series of meetings are for the purpose of raising funds to procure a home and trap to enable the officers to get around Hastings and district, doubtless there will be a numerous attendance at the final meetings to-night. bbox=[500, 38, 660, 1476]
gents-outfitters: GENTLEMEN'S OUTFITTERS. bbox=[184, 86, 317, 97]
racing-items: RACING ITEMS. bbox=[838, 720, 911, 730]
audley-card bbox=[173, 212, 328, 270]
and-label: and bbox=[77, 1024, 90, 1034]
race-heading: Wellington Steeplechase, 3 miles. bbox=[821, 398, 928, 408]
departures-text: July 27.—Tasmania, s.s., for Northern ports and Sydney. C. H. Cranby and Co., agents. July 27.—Southern Cross, s.s., for Wellington. R. Pudlett, agent. bbox=[5, 181, 162, 220]
halpin-name: T. P. HALPIN'S, bbox=[8, 462, 159, 483]
arrivals-heading: Arrivals. bbox=[69, 104, 98, 114]
furnishing-heading: FURNISHING AND GENERAL IRONMONGERY bbox=[16, 745, 151, 769]
every-description: Of every Description at Reasonable Rates. bbox=[15, 768, 152, 778]
goods-item: Builders Hardware, bbox=[183, 523, 293, 535]
sale-items: Dress Lengths, 4/11, 5/11, 6/11, 7/11, 8/11, 10/6, 11/6, 12/6, 13/6, 15/6, 16/6, 18/6. Extraordinary value in Hats, 6d, 1/-, 1/6. Ladies' Trimmed Toques, 3/11 to 5/11, all reduced to 2/11 each. Ladies' jackets, 7/9, 9/6, 11/6, 12/6, 13/6 to 22/-; worth double. Good Mackintoshes, 11/6, 13/11, 17/6, 19/6, 22/6, 26/-. Ladies' Wool Singlets, 11d. New Zealand Flannel, 9½d, 10d, 1/-, 1/3 yd. Flannelettes, 3/3, 3/11, 4/6, 4/11, 5/3, 5/11 dozen. Towels from 1½d each. Umbrellas, 2/6, 3/11, 4/6, 6/11, 7/6. bbox=[5, 564, 162, 669]
now-is-time: Now is the time to Purchase— bbox=[201, 683, 300, 693]
annett-hastings: HASTINGS. bbox=[41, 859, 126, 872]
hastings-branch: HASTINGS BRANCH. bbox=[369, 290, 464, 301]
to-editor: [To the Editor.] bbox=[1010, 876, 1060, 886]
correspondence-heading: Correspondence. bbox=[817, 1061, 932, 1076]
extortion-text-cont: hundred passive and helpless victims. There are in this colony many in the trade who do not hesitate to take advantage of their victims, but it is only on rare occasions that the extreme voracity of these sharks is shown to the public. Cases, however, have been heard in the Courts of the colony showing that interest, fines, and charges have been heaped upon the unhappy "clients" of the greedy and astute money-lenders at a ruinous rate. It is the Shylocks of the trade that require to be watched, and it is necessary therefore that the business of the usurer should be closely supervised by the law of the land. The term usurer has for ages been one of reproach and opprobrium throughout the world, and the Romans had a very drastic code directed against them. In this respect English law has been sadly wanting in vigilance, and it is time steps were taken to bring the law up to date. We therefore commend the efforts of the Premier to deal with this matter, and trust that his Usury Bill will, subject to certain necessary amendments, become the law of the land. bbox=[505, 42, 654, 278]
card-label: [A CARD.] bbox=[234, 345, 267, 354]
weather-text: The weather to-day is fine, and the attendance moderate. The course is in fair order considering the recent rain, but rather heavy round the back stretch. The following are the results:— bbox=[799, 302, 950, 349]
smales-footer: The Original Cash Draper, Hastings Street, Napier. bbox=[7, 1212, 160, 1221]
roberts-name: R. J. ROBERTS bbox=[198, 399, 303, 414]
to-editor: [To the Editor.] bbox=[850, 1106, 899, 1116]
goods-item: Oils, &c, bbox=[183, 606, 231, 618]
gentlemens: GENTLEMEN'S bbox=[382, 509, 451, 520]
sale-end: SALE! SALE! bbox=[53, 670, 114, 682]
expected-heading: Expected Arrivals. bbox=[53, 221, 114, 231]
card-solicitor: SOLICITOR, bbox=[366, 59, 467, 72]
race-result: Chris ... 3 bbox=[799, 426, 950, 436]
column-1 bbox=[0, 38, 187, 1476]
banking-heading: THE BANKING COMMITTEE. bbox=[514, 286, 645, 297]
card-label: [A CARD.] bbox=[400, 95, 433, 104]
race-heading: Ladies' Bracelet, 2 miles. bbox=[833, 650, 916, 659]
ebbett-name: EBBETT, bbox=[380, 104, 453, 120]
signature: Mistress. bbox=[1080, 1274, 1109, 1284]
is-label: IS bbox=[413, 443, 420, 450]
henry-added: And added this to their already nicely assorted Stock of Ironmongery, they have a pull over all competitors. bbox=[173, 618, 328, 647]
race-result: Dromedary ... 2 bbox=[799, 417, 950, 427]
hutt-racecourse: Hutt Racecourse, July 27. bbox=[867, 292, 950, 302]
whole-life: WHOLE-LIFE ASSURANCE WITHOUT PROFITS. bbox=[183, 806, 318, 823]
roberts-card bbox=[173, 395, 328, 441]
halpin-address-2: 43, EMERSON ST., NAPIER. bbox=[34, 726, 133, 736]
tide-row: Outer Harbour ... ... P.M. 8.5 bbox=[5, 85, 162, 95]
big-reductions: BIG REDUCTIONS. bbox=[40, 682, 127, 694]
high-water: HIGH WATER SLACK — THIS DAY bbox=[21, 76, 146, 86]
ringland-napier: NAPIER, bbox=[226, 76, 275, 87]
race-report: The jumps were taken in great style, Black Dust landing easy enough to catch the judge's eye. Div., £3 3s. bbox=[799, 513, 950, 542]
sporting-text: Black Dust, by Bull's Eye-Kahantata, runner-up in the Maiden Steeplechase at Wellington, changed hands on Friday at £90. The hurdler Seldon has been turned out for a spell. Lord Vivian has been purchased by Mr D. McLeod, and will be shipped to Sydney shortly. Prime Warden will not be among the list of acceptors for the Grand National Hurdle Race. It is understood that both of Mr Douglas's nominations for the Caulfield meeting will make the journey to Melbourne. The Hon J. D. Ormond has twenty-two horses in training for the coming season. The Referee understands that Bombshell has been sold to go to England. "Bricky" Colley, who a decade back was regarded as one of the best jockeys in Australia, died at Brisbane recently. Lochiel's stock are doing well in Australia, and have several wins to credit lately. Dungarn, the winner of the last Victorian Grand National Steeplechase, met with an accident on Saturday and had to be destroyed. He was locked upon as a coming Redleap. He was 6 years old, owned by J. C. and E. Manifold, and was by Wellington from Flirt. Vogengang is again in training. Tally-ho has almost recovered from the injuries she received in Auckland. Lewanter is a certain starter at C.J.C. Steeplechase Meeting. The Johannesburg Cup of 1500 sovs. was won by the four-year-old son of Commotion, Sale. Stevenson, who rode the winner of last Melbourne Cup, had the mount. bbox=[799, 741, 950, 1053]
race-dividend: Div., £7 1s. bbox=[799, 389, 836, 399]
departures-heading: Departures. bbox=[64, 172, 103, 182]
mail-heading: MAIL NOTICES. bbox=[385, 704, 448, 715]
race-result: Cyrus II ... 1 bbox=[799, 659, 950, 669]
sale-text: As my amount of room is limited, and as I do not keep Goods from one season to another, and having a large stock coming forward for the spring, I intend to sell off all Winter Goods at Greatly Reduced Prices. The following are simply a few of the items:— bbox=[5, 506, 162, 563]
notice-heading: NOTICE TO CORRESPONDENT. bbox=[354, 792, 479, 803]
cheapness: CHEAPNESS bbox=[372, 429, 461, 443]
five-hundred: £500 £500 bbox=[194, 776, 307, 802]
race-result: Moonraker ... 2 bbox=[799, 563, 950, 573]
windows-doorways: WINDOWS AND DOORWAYS bbox=[352, 390, 481, 401]
winter-overcoats: Winter Overcoats, bbox=[360, 519, 473, 533]
table-cell: 30 bbox=[174, 848, 196, 860]
own-correspondent: [FROM OUR OWN CORRESPONDENT.] bbox=[806, 284, 943, 293]
audley-name: MR AUDLEY MEREWETHER, bbox=[192, 217, 309, 227]
cash-draper: The Cash Draper, bbox=[30, 482, 137, 496]
race-result: Rangipunehu ... 2 bbox=[799, 631, 950, 641]
